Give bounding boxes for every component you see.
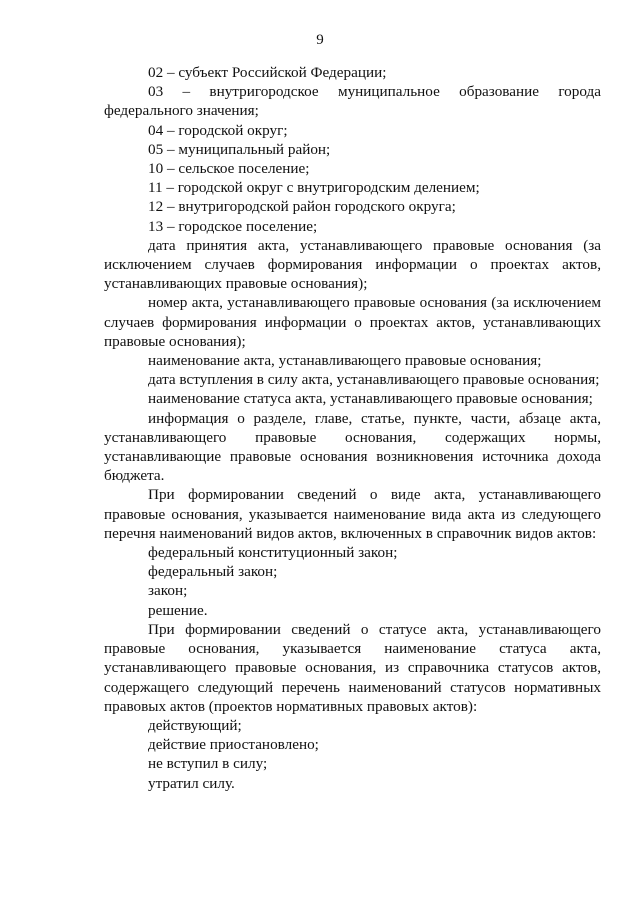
list-item: 10 – сельское поселение; (148, 160, 310, 178)
list-item: федеральный закон; (148, 563, 278, 581)
paragraph: наименование статуса акта, устанавливающего правовые основания; (148, 390, 593, 408)
paragraph: информация о разделе, главе, статье, пункте, части, абзаце акта, устанавливающего правовые основания, содержащих нормы, устанавливающие правовые основания возникновения источника дохода бюджета. (104, 409, 601, 485)
list-item: федеральный конституционный закон; (148, 544, 398, 562)
list-item: 02 – субъект Российской Федерации; (148, 64, 387, 81)
paragraph: При формировании сведений о статусе акта, устанавливающего правовые основания, указывается наименование статуса акта, устанавливающего правовые основания, из справочника статусов актов, содержащего следующий перечень наименований статусов нормативных правовых актов (проектов нормативных правовых актов): (104, 620, 601, 715)
paragraph: наименование акта, устанавливающего правовые основания; (148, 352, 542, 370)
list-item: 12 – внутригородской район городского округа; (148, 198, 456, 216)
paragraph: номер акта, устанавливающего правовые основания (за исключением случаев формирования информации о проектах актов, устанавливающих правовые основания); (104, 294, 601, 350)
list-item: 05 – муниципальный район; (148, 140, 331, 158)
list-item: действующий; (148, 716, 242, 734)
list-item: решение. (148, 601, 208, 619)
page-number: 9 (316, 32, 324, 48)
list-item: 04 – городской округ; (148, 121, 288, 139)
list-item: закон; (148, 582, 188, 600)
paragraph: дата вступления в силу акта, устанавливающего правовые основания; (148, 371, 600, 389)
paragraph: При формировании сведений о виде акта, устанавливающего правовые основания, указывается наименование вида акта из следующего перечня наименований видов актов, включенных в справочник видов актов: (104, 486, 601, 542)
document-body (104, 63, 601, 793)
list-item: не вступил в силу; (148, 755, 268, 773)
list-item: действие приостановлено; (148, 736, 319, 754)
paragraph: дата принятия акта, устанавливающего правовые основания (за исключением случаев формирования информации о проектах актов, устанавливающих правовые основания); (104, 236, 601, 293)
list-item: утратил силу. (148, 774, 235, 792)
list-item: 11 – городской округ с внутригородским делением; (148, 179, 480, 197)
list-item: 03 – внутригородское муниципальное образование города федерального значения; (104, 83, 601, 120)
list-item: 13 – городское поселение; (148, 217, 318, 235)
